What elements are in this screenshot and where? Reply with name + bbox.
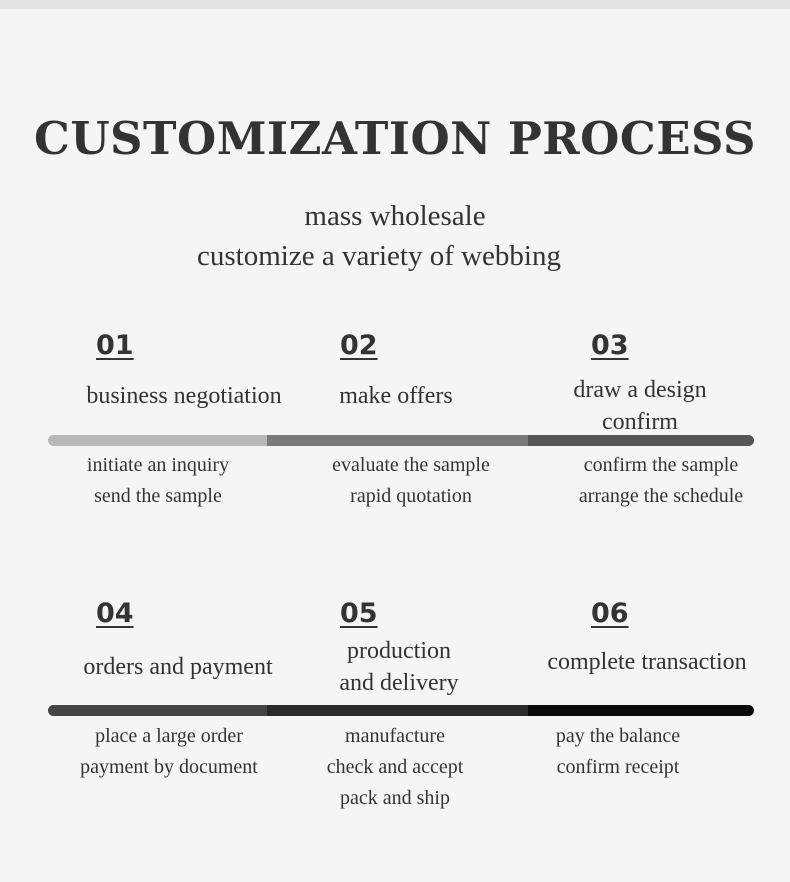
step-desc-05-line-1: manufacture (345, 725, 445, 747)
timeline-segment-05 (267, 705, 528, 716)
step-desc-03-line-1: confirm the sample (583, 454, 739, 476)
timeline-segment-03 (528, 435, 754, 446)
step-desc-06-line-2: confirm receipt (556, 756, 680, 778)
step-desc-06 (530, 721, 706, 783)
subtitle-line-2: customize a variety of webbing (197, 240, 561, 272)
step-label-04-line-1: orders and payment (83, 654, 273, 680)
step-number-05: 05 (340, 598, 378, 629)
step-label-06-line-1: complete transaction (547, 649, 747, 675)
step-label-02-line-1: make offers (339, 383, 453, 409)
step-label-05-line-1: production (347, 638, 451, 664)
step-desc-02-line-1: evaluate the sample (332, 454, 490, 476)
step-label-05-line-2: and delivery (339, 670, 459, 696)
step-desc-04 (54, 721, 284, 783)
top-border (0, 0, 790, 9)
timeline-segment-06 (528, 705, 754, 716)
step-label-05 (314, 635, 484, 699)
step-desc-02 (306, 450, 516, 512)
page-title: CUSTOMIZATION PROCESS (34, 112, 756, 165)
step-desc-02-line-2: rapid quotation (350, 485, 472, 507)
step-number-06: 06 (591, 598, 629, 629)
step-desc-01 (58, 450, 258, 512)
step-number-04: 04 (96, 598, 134, 629)
subtitle-line-1: mass wholesale (304, 200, 486, 232)
step-label-01-line-1: business negotiation (86, 383, 282, 409)
timeline-segment-02 (267, 435, 528, 446)
step-label-03 (540, 374, 740, 438)
timeline-bar-row-2 (48, 705, 754, 716)
timeline-segment-04 (48, 705, 267, 716)
step-label-06 (526, 646, 768, 678)
step-number-03: 03 (591, 330, 629, 361)
step-number-02: 02 (340, 330, 378, 361)
step-desc-03-line-2: arrange the schedule (578, 485, 744, 507)
step-desc-03 (552, 450, 770, 512)
step-desc-01-line-2: send the sample (94, 485, 222, 507)
timeline-bar-row-1 (48, 435, 754, 446)
step-desc-06-line-1: pay the balance (555, 725, 681, 747)
timeline-segment-01 (48, 435, 267, 446)
step-number-01: 01 (96, 330, 134, 361)
step-label-03-line-2: confirm (602, 409, 678, 435)
step-label-02 (316, 380, 476, 412)
step-desc-05-line-2: check and accept (326, 756, 464, 778)
step-desc-04-line-2: payment by document (80, 756, 258, 778)
step-desc-01-line-1: initiate an inquiry (86, 454, 230, 476)
step-label-04 (60, 651, 296, 683)
step-label-03-line-1: draw a design (573, 377, 707, 403)
step-label-01 (64, 380, 304, 412)
step-desc-04-line-1: place a large order (95, 725, 243, 747)
step-desc-05-line-3: pack and ship (340, 787, 450, 809)
step-desc-05 (300, 721, 490, 814)
